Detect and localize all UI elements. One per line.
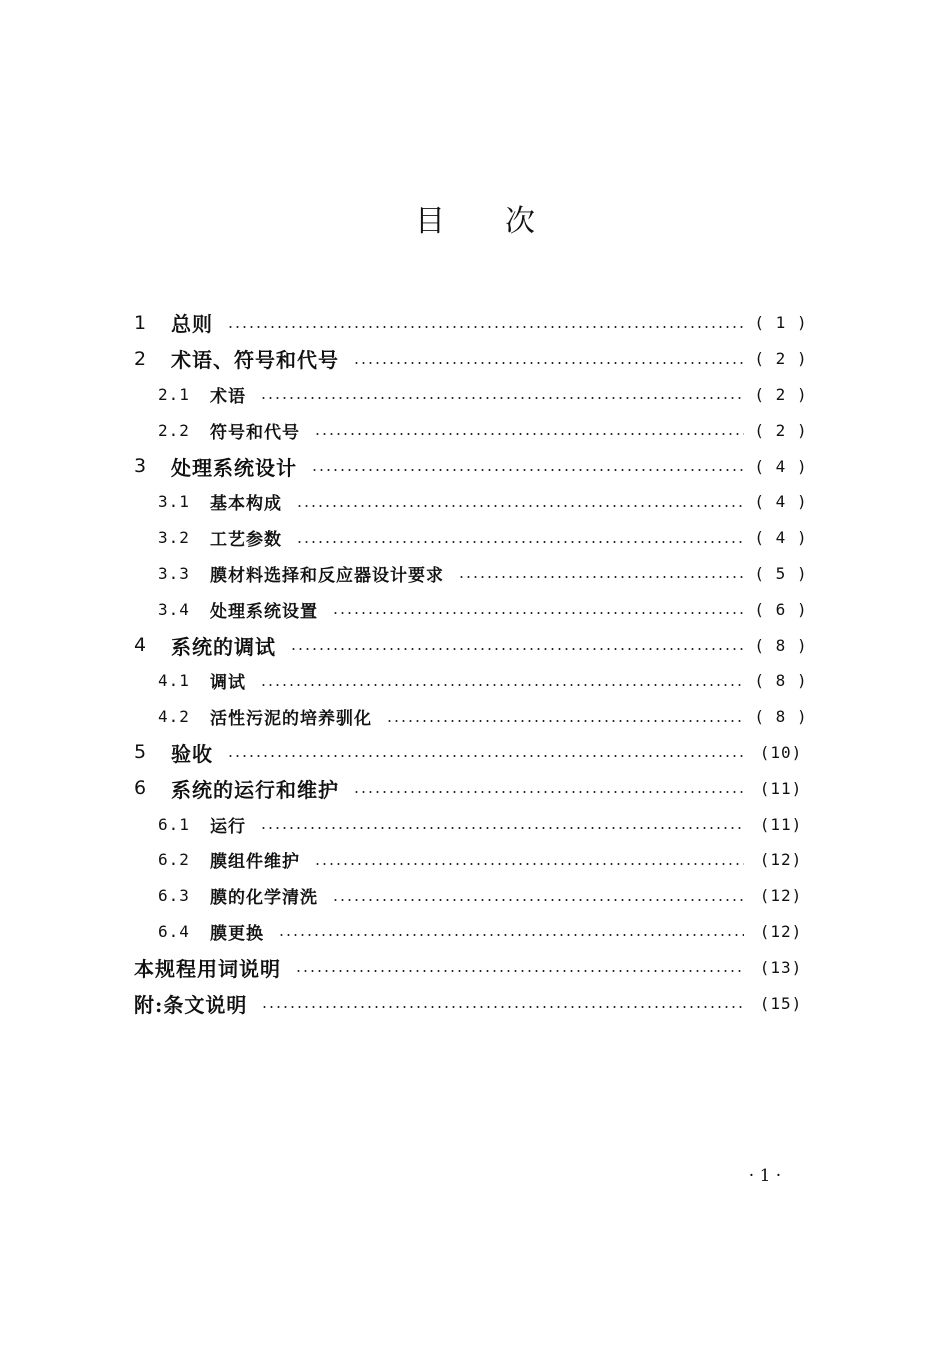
toc-entry[interactable] [134,806,808,842]
toc-entry-page: ( 1 ) [754,313,808,333]
dot-leader [314,863,744,865]
toc-entry-page: (15) [759,993,803,1013]
toc-entry-title: 膜材料选择和反应器设计要求 [210,565,444,586]
dot-leader [261,1006,744,1008]
toc-entry[interactable] [134,699,808,735]
toc-entry-page: ( 6 ) [754,599,808,619]
dot-leader [353,791,744,793]
dot-leader [295,970,744,972]
dot-leader [260,397,744,399]
dot-leader [311,469,744,471]
toc-entry-title: 处理系统设计 [171,455,297,480]
toc-entry-page: ( 2 ) [754,384,808,404]
toc-entry-number: 2 [134,347,147,370]
toc-entry-page: (11) [759,778,803,798]
dot-leader [332,899,744,901]
toc-entry-title: 运行 [210,816,246,837]
toc-entry-number: 3 [134,455,147,478]
toc-entry[interactable] [134,520,808,556]
toc-entry-page: ( 8 ) [754,707,808,727]
toc-entry-title: 基本构成 [210,494,282,515]
toc-entry[interactable] [134,914,808,950]
toc-entry-number: 3.3 [158,563,190,583]
toc-entry-title: 工艺参数 [210,530,282,551]
toc-entry-title: 系统的调试 [171,634,276,659]
dot-leader [386,720,744,722]
toc-entry[interactable] [134,985,808,1021]
toc-entry[interactable] [134,377,808,413]
table-of-contents [134,305,808,1021]
toc-entry-title: 膜组件维护 [210,852,300,873]
toc-entry-number: 5 [134,741,147,764]
dot-leader [353,362,744,364]
dot-leader [227,326,744,328]
toc-entry-page: ( 4 ) [754,528,808,548]
title-char-2: 次 [505,204,535,239]
dot-leader [296,505,744,507]
toc-entry-page: ( 8 ) [754,671,808,691]
toc-entry-number: 1 [134,311,147,334]
toc-entry[interactable] [134,878,808,914]
toc-entry-title: 膜更换 [210,923,264,944]
dot-leader [260,827,744,829]
toc-entry-title: 验收 [171,741,213,766]
toc-entry-number: 2.2 [158,420,190,440]
toc-entry-page: ( 2 ) [754,420,808,440]
toc-entry-page: (13) [759,957,803,977]
toc-entry-number: 6.1 [158,814,190,834]
dot-leader [458,576,744,578]
toc-entry-page: ( 4 ) [754,492,808,512]
toc-entry[interactable] [134,949,808,985]
toc-entry[interactable] [134,448,808,484]
dot-leader [296,541,744,543]
toc-entry-number: 6.4 [158,921,190,941]
toc-entry-title: 符号和代号 [210,422,300,443]
title-char-1: 目 [415,204,445,239]
toc-entry[interactable] [134,305,808,341]
toc-entry-number: 3.4 [158,599,190,619]
dot-leader [278,934,744,936]
toc-entry-page: ( 4 ) [754,456,808,476]
toc-entry-title: 活性污泥的培养驯化 [210,709,372,730]
toc-entry-title: 术语 [210,386,246,407]
dot-leader [290,648,744,650]
toc-entry-number: 6 [134,777,147,800]
toc-entry[interactable] [134,591,808,627]
toc-entry-page: (10) [759,742,803,762]
toc-entry-number: 4 [134,634,147,657]
toc-entry[interactable] [134,842,808,878]
toc-entry-number: 4.1 [158,671,190,691]
toc-entry-number: 6.3 [158,886,190,906]
toc-entry-number: 4.2 [158,707,190,727]
page-number: · 1 · [748,1166,782,1186]
toc-entry-number: 3.1 [158,492,190,512]
toc-entry-number: 2.1 [158,384,190,404]
toc-entry[interactable] [134,556,808,592]
toc-entry-page: (12) [759,921,803,941]
toc-entry-page: ( 5 ) [754,563,808,583]
toc-entry-page: (11) [759,814,803,834]
toc-entry[interactable] [134,663,808,699]
toc-entry-title: 系统的运行和维护 [171,777,339,802]
toc-entry[interactable] [134,412,808,448]
toc-entry[interactable] [134,735,808,771]
toc-entry-page: (12) [759,850,803,870]
toc-entry-title: 附:条文说明 [134,992,248,1017]
dot-leader [227,755,744,757]
toc-entry-page: (12) [759,886,803,906]
toc-entry-number: 6.2 [158,850,190,870]
toc-entry-title: 术语、符号和代号 [171,348,339,373]
toc-entry-title: 本规程用词说明 [134,956,281,981]
toc-entry-number: 3.2 [158,528,190,548]
toc-entry[interactable] [134,770,808,806]
toc-entry[interactable] [134,341,808,377]
toc-entry-title: 调试 [210,673,246,694]
toc-entry[interactable] [134,484,808,520]
dot-leader [332,612,744,614]
toc-entry-title: 总则 [171,312,213,337]
toc-entry[interactable] [134,627,808,663]
toc-entry-page: ( 2 ) [754,349,808,369]
toc-entry-title: 膜的化学清洗 [210,888,318,909]
toc-entry-page: ( 8 ) [754,635,808,655]
dot-leader [260,684,744,686]
dot-leader [314,433,744,435]
toc-entry-title: 处理系统设置 [210,601,318,622]
page-title [0,196,950,240]
